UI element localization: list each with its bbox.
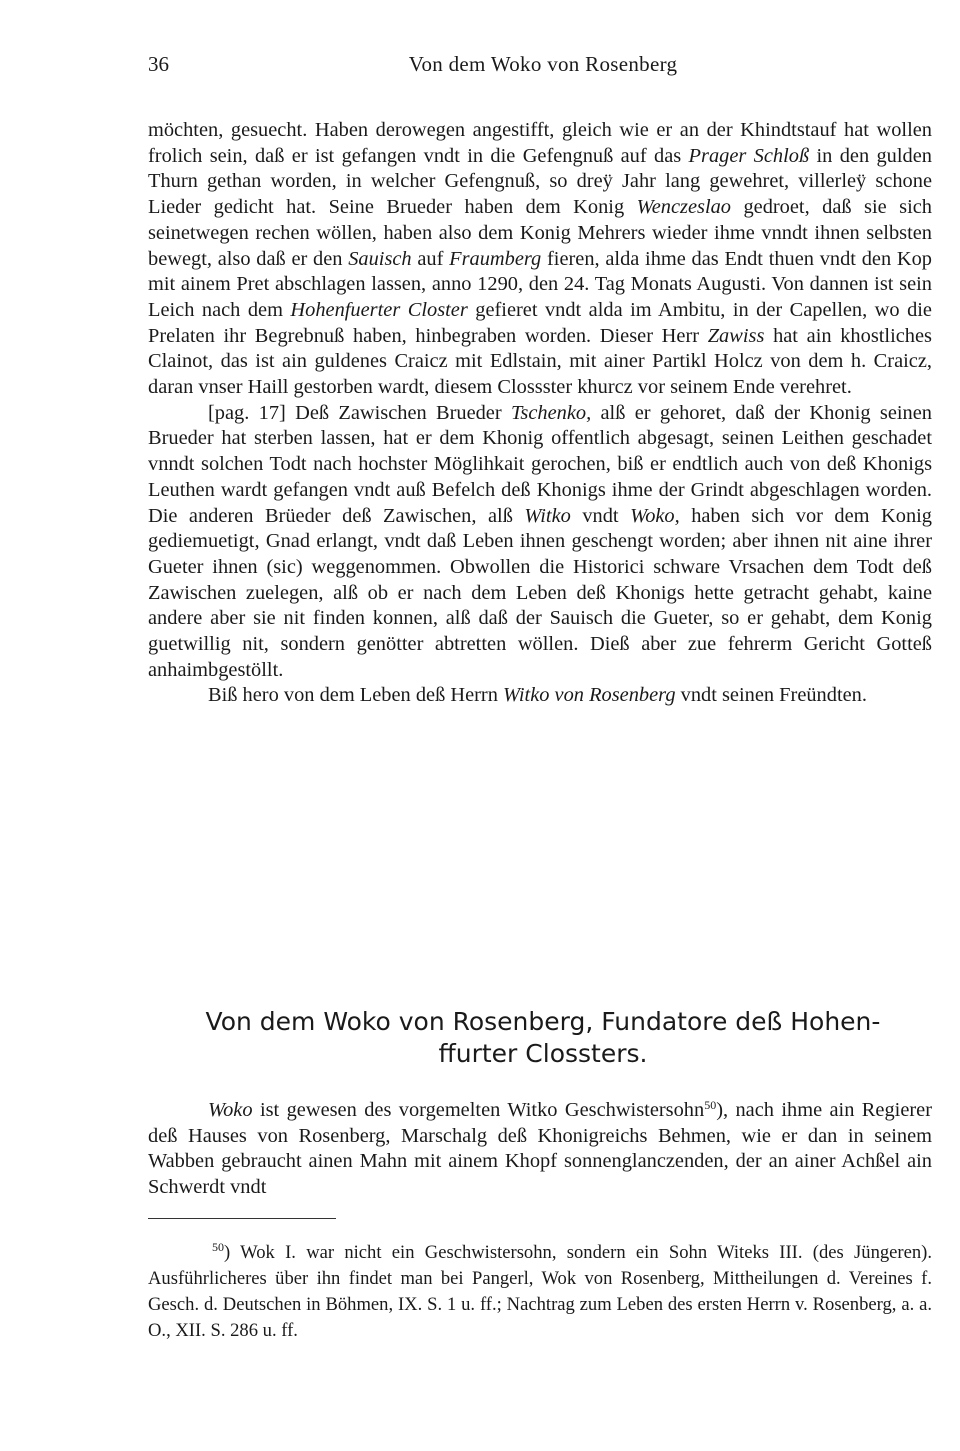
footnote-marker: 50 — [704, 1098, 717, 1112]
chapter-heading — [148, 1006, 938, 1070]
italic-text: Woko, — [630, 504, 680, 527]
italic-text: Sauisch — [348, 247, 412, 270]
paragraph-2 — [148, 401, 932, 684]
running-title: Von dem Woko von Rosenberg — [408, 52, 678, 76]
paragraph-3 — [148, 683, 932, 709]
italic-text: Prager Schloß — [688, 144, 810, 167]
footnote-divider — [148, 1218, 336, 1219]
text-run: gefieret vndt alda im Ambitu, in der Capellen, wo die Prelaten ihr Begrebnuß haben, hinbegraben worden. Dieser Herr — [148, 298, 932, 347]
chapter-heading-line-2: ffurter Clossters. — [438, 1039, 648, 1068]
chapter-paragraph — [148, 1098, 932, 1201]
italic-text: Hohenfuerter Closter — [290, 298, 468, 321]
text-run: haben sich vor dem Konig gediemuetigt, Gnad erlangt, vndt daß Leben ihnen geschengt worden; aber ihnen nit aine ihrer Gueter ihnen (sic) weggenommen. Obwollen die Historici schware Vrsachen dem Todt deß Zawischen zuelegen, alß ob er nach dem Leben deß Khonigs hette getracht gehabt, kaine andere aber sie nit finden konnen, alß daß der Sauisch die Gueter, so er gehabt, dem Konig guetwillig nit, sondern genötter abtretten wöllen. Dieß aber zue fehrerm Gericht Gotteß anhaimbgestöllt. — [148, 504, 933, 681]
italic-text: Wenczeslao — [636, 196, 731, 219]
page-number: 36 — [148, 52, 169, 76]
text-run: ) Wok I. war nicht ein Geschwistersohn, sondern ein Sohn Witeks III. (des Jüngeren). Ausführlicheres über ihn findet man bei Pangerl, Wok von Rosenberg, Mittheilungen d. Vereines f. Gesch. d. Deutschen in Böhmen, IX. S. 1 u. ff.; Nachtrag zum Leben des ersten Herrn v. Rosenberg, a. a. O., XII. S. 286 u. ff. — [148, 1242, 932, 1341]
text-run: ist gewesen des vorgemelten Witko Geschwistersohn — [252, 1099, 705, 1121]
italic-text: Witko von Rosenberg — [503, 684, 676, 707]
running-head — [148, 52, 938, 86]
italic-text: Fraumberg — [449, 247, 542, 270]
text-run: Biß hero von dem Leben deß Herrn — [208, 684, 504, 707]
footnote-50 — [148, 1240, 932, 1344]
text-run: ), nach ihme ain Regierer deß Hauses von Rosenberg, Marschalg deß Khonigreichs Behmen, wie er dan in seinem Wabben gebraucht ainen Mahn mit ainem Khopf sonnenglanczenden, der an ainer Achßel ain Schwerdt vndt — [148, 1099, 932, 1199]
text-run: [pag. 17] Deß Zawischen Brueder — [208, 401, 511, 424]
chapter-heading-line-1: Von dem Woko von Rosenberg, Fundatore deß Hohen- — [205, 1007, 881, 1036]
footnote-text — [148, 1240, 932, 1344]
text-run: hat ain khostliches Clainot, das ist ain guldenes Craicz mit Edlstain, mit ainer Partikl Holcz von dem h. Craicz, daran vnser Haill gestorben wardt, diesem Clossster khurcz vor seinem Ende verehret. — [148, 324, 932, 399]
italic-text: Woko — [208, 1099, 253, 1121]
text-run: gedroet, daß sie sich seinetwegen rechen wöllen, haben also dem Konig Mehrers wieder ihme vnndt ihnen selbsten bewegt, also daß er den — [148, 196, 932, 270]
text-run: vndt — [570, 504, 631, 527]
text-run: auf — [411, 247, 450, 270]
italic-text: Zawiss — [707, 324, 765, 347]
text-run: vndt seinen Freündten. — [675, 684, 867, 707]
italic-text: Witko — [524, 504, 571, 527]
text-run: fieren, alda ihme das Endt thuen vndt den Kop mit ainem Pret abschlagen lassen, anno 1290, den 24. Tag Monats Augusti. Von dannen ist sein Leich nach dem — [148, 247, 932, 321]
chapter-text — [148, 1098, 932, 1201]
paragraph-1 — [148, 118, 932, 401]
italic-text: Tschenko, — [510, 401, 592, 424]
text-run: in den gulden Thurn gethan worden, in welcher Gefengnuß, so dreÿ Jahr lang gewehret, villerleÿ schone Lieder gedicht hat. Seine Brueder haben dem Konig — [148, 144, 932, 219]
text-run: alß er gehoret, daß der Khonig seinen Brueder hat sterben lassen, hat er dem Khonig offentlich abgesagt, seinen Leithen geschadet vnndt solchen Todt nach hochster Möglihkait gerochen, biß er endtlich auch von deß Khonigs Leuthen wardt gefangen vndt auß Befelch deß Khonigs ihme der Grindt abgeschlagen worden. Die anderen Brüeder deß Zawischen, alß — [148, 401, 932, 527]
footnote-marker: 50 — [212, 1240, 224, 1254]
text-run: möchten, gesuecht. Haben derowegen angestifft, gleich wie er an der Khindtstauf hat wollen frolich sein, daß er ist gefangen vndt in die Gefengnuß auf das — [148, 119, 932, 167]
main-text — [148, 118, 932, 709]
